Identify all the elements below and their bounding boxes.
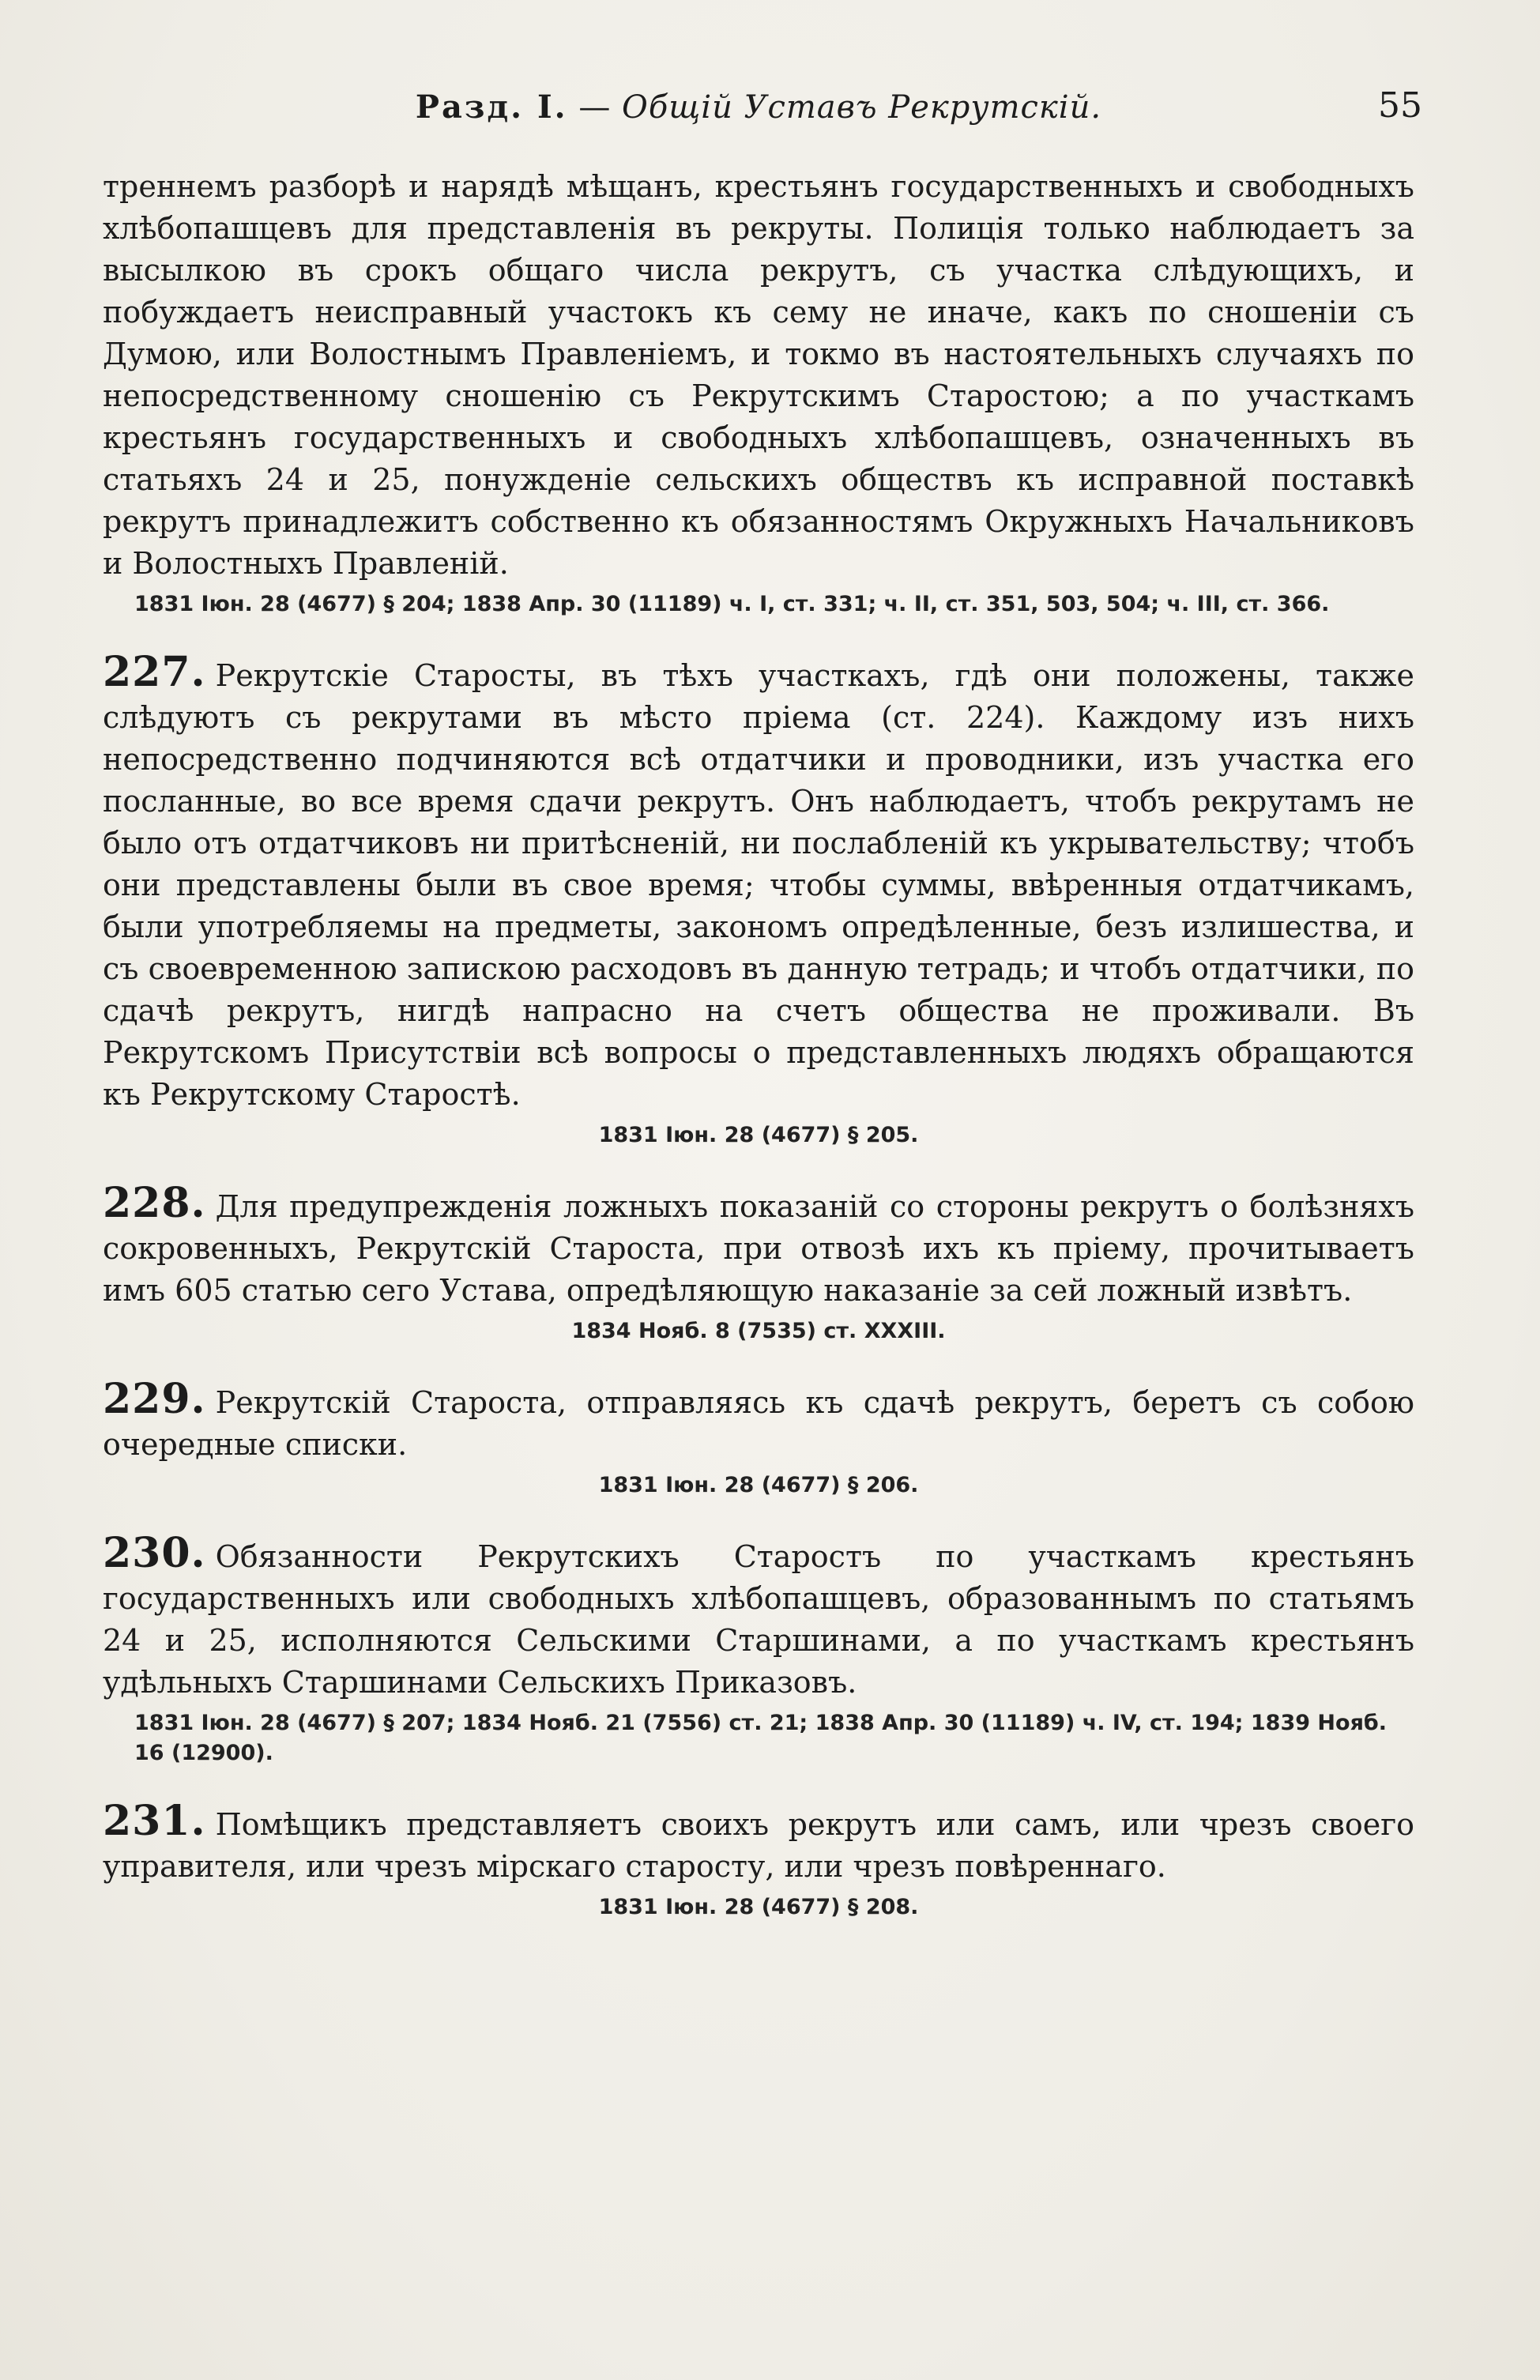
article-text: Рекрутскій Староста, отправляясь къ сдачѣ рекрутъ, беретъ съ собою очередные списки. <box>103 1385 1414 1462</box>
article-number: 231. <box>103 1797 206 1845</box>
continued-paragraph: треннемъ разборѣ и нарядѣ мѣщанъ, крестьянъ государственныхъ и свободныхъ хлѣбопашцевъ для представленія въ рекруты. Полиція только наблюдаетъ за высылкою въ срокъ общаго числа рекрутъ, съ участка слѣдующихъ, и побуждаетъ неисправный участокъ къ сему не иначе, какъ по сношеніи съ Думою, или Волостнымъ Правленіемъ, и токмо въ настоятельныхъ случаяхъ по непосредственному сношенію съ Рекрутскимъ Старостою; а по участкамъ крестьянъ государственныхъ и свободныхъ хлѣбопашцевъ, означенныхъ въ статьяхъ 24 и 25, понужденіе сельскихъ обществъ къ исправной поставкѣ рекрутъ принадлежитъ собственно къ обязанностямъ Окружныхъ Начальниковъ и Волостныхъ Правленій. <box>103 169 1414 581</box>
article-227 <box>103 648 1414 1150</box>
code-title: Общій Уставъ Рекрутскій. <box>622 88 1102 126</box>
article-number: 230. <box>103 1529 206 1577</box>
article-number: 229. <box>103 1375 206 1423</box>
section-label: Разд. I. <box>415 88 568 126</box>
legal-reference: 1831 Іюн. 28 (4677) § 208. <box>598 1895 919 1919</box>
article-text: Рекрутскіе Старосты, въ тѣхъ участкахъ, гдѣ они положены, также слѣдуютъ съ рекрутами въ мѣсто пріема (ст. 224). Каждому изъ нихъ непосредственно подчиняются всѣ отдатчики и проводники, изъ участка его посланные, во все время сдачи рекрутъ. Онъ наблюдаетъ, чтобъ рекрутамъ не было отъ отдатчиковъ ни притѣсненій, ни послабленій къ укрывательству; чтобъ они представлены были въ свое время; чтобы суммы, ввѣренныя отдатчикамъ, были употребляемы на предметы, закономъ опредѣленные, безъ излишества, и съ своевременною запискою расходовъ въ данную тетрадь; и чтобъ отдатчики, по сдачѣ рекрутъ, нигдѣ напрасно на счетъ общества не проживали. Въ Рекрутскомъ Присутствіи всѣ вопросы о представленныхъ людяхъ обращаются къ Рекрутскому Старостѣ. <box>103 658 1414 1112</box>
page-number: 55 <box>1378 85 1422 126</box>
title-dash: — <box>578 88 612 126</box>
article-229 <box>103 1375 1414 1501</box>
legal-reference: 1831 Іюн. 28 (4677) § 204; 1838 Апр. 30 (11189) ч. I, ст. 331; ч. II, ст. 351, 503, 504; ч. III, ст. 366. <box>134 592 1330 616</box>
article-text: Для предупрежденія ложныхъ показаній со стороны рекрутъ о болѣзняхъ сокровенныхъ, Рекрутскій Староста, при отвозѣ ихъ къ пріему, прочитываетъ имъ 605 статью сего Устава, опредѣляющую наказаніе за сей ложный извѣтъ. <box>103 1189 1414 1308</box>
article-230 <box>103 1529 1414 1768</box>
article-231 <box>103 1797 1414 1922</box>
article-text: Помѣщикъ представляетъ своихъ рекрутъ или самъ, или чрезъ своего управителя, или чрезъ мірскаго старосту, или чрезъ повѣреннаго. <box>103 1807 1414 1884</box>
article-text: Обязанности Рекрутскихъ Старостъ по участкамъ крестьянъ государственныхъ или свободныхъ хлѣбопашцевъ, образованнымъ по статьямъ 24 и 25, исполняются Сельскими Старшинами, а по участкамъ крестьянъ удѣльныхъ Старшинами Сельскихъ Приказовъ. <box>103 1539 1414 1700</box>
article-228 <box>103 1179 1414 1346</box>
article-number: 227. <box>103 648 206 696</box>
page-body <box>103 166 1414 1922</box>
running-title <box>416 88 1101 126</box>
page-header <box>95 79 1422 134</box>
article-number: 228. <box>103 1179 206 1227</box>
legal-reference: 1831 Іюн. 28 (4677) § 205. <box>598 1123 919 1147</box>
legal-reference: 1831 Іюн. 28 (4677) § 206. <box>598 1473 919 1497</box>
legal-reference: 1834 Нояб. 8 (7535) ст. XXXIII. <box>571 1319 946 1343</box>
legal-reference: 1831 Іюн. 28 (4677) § 207; 1834 Нояб. 21 (7556) ст. 21; 1838 Апр. 30 (11189) ч. IV, ст. 194; 1839 Нояб. 16 (12900). <box>134 1711 1388 1765</box>
